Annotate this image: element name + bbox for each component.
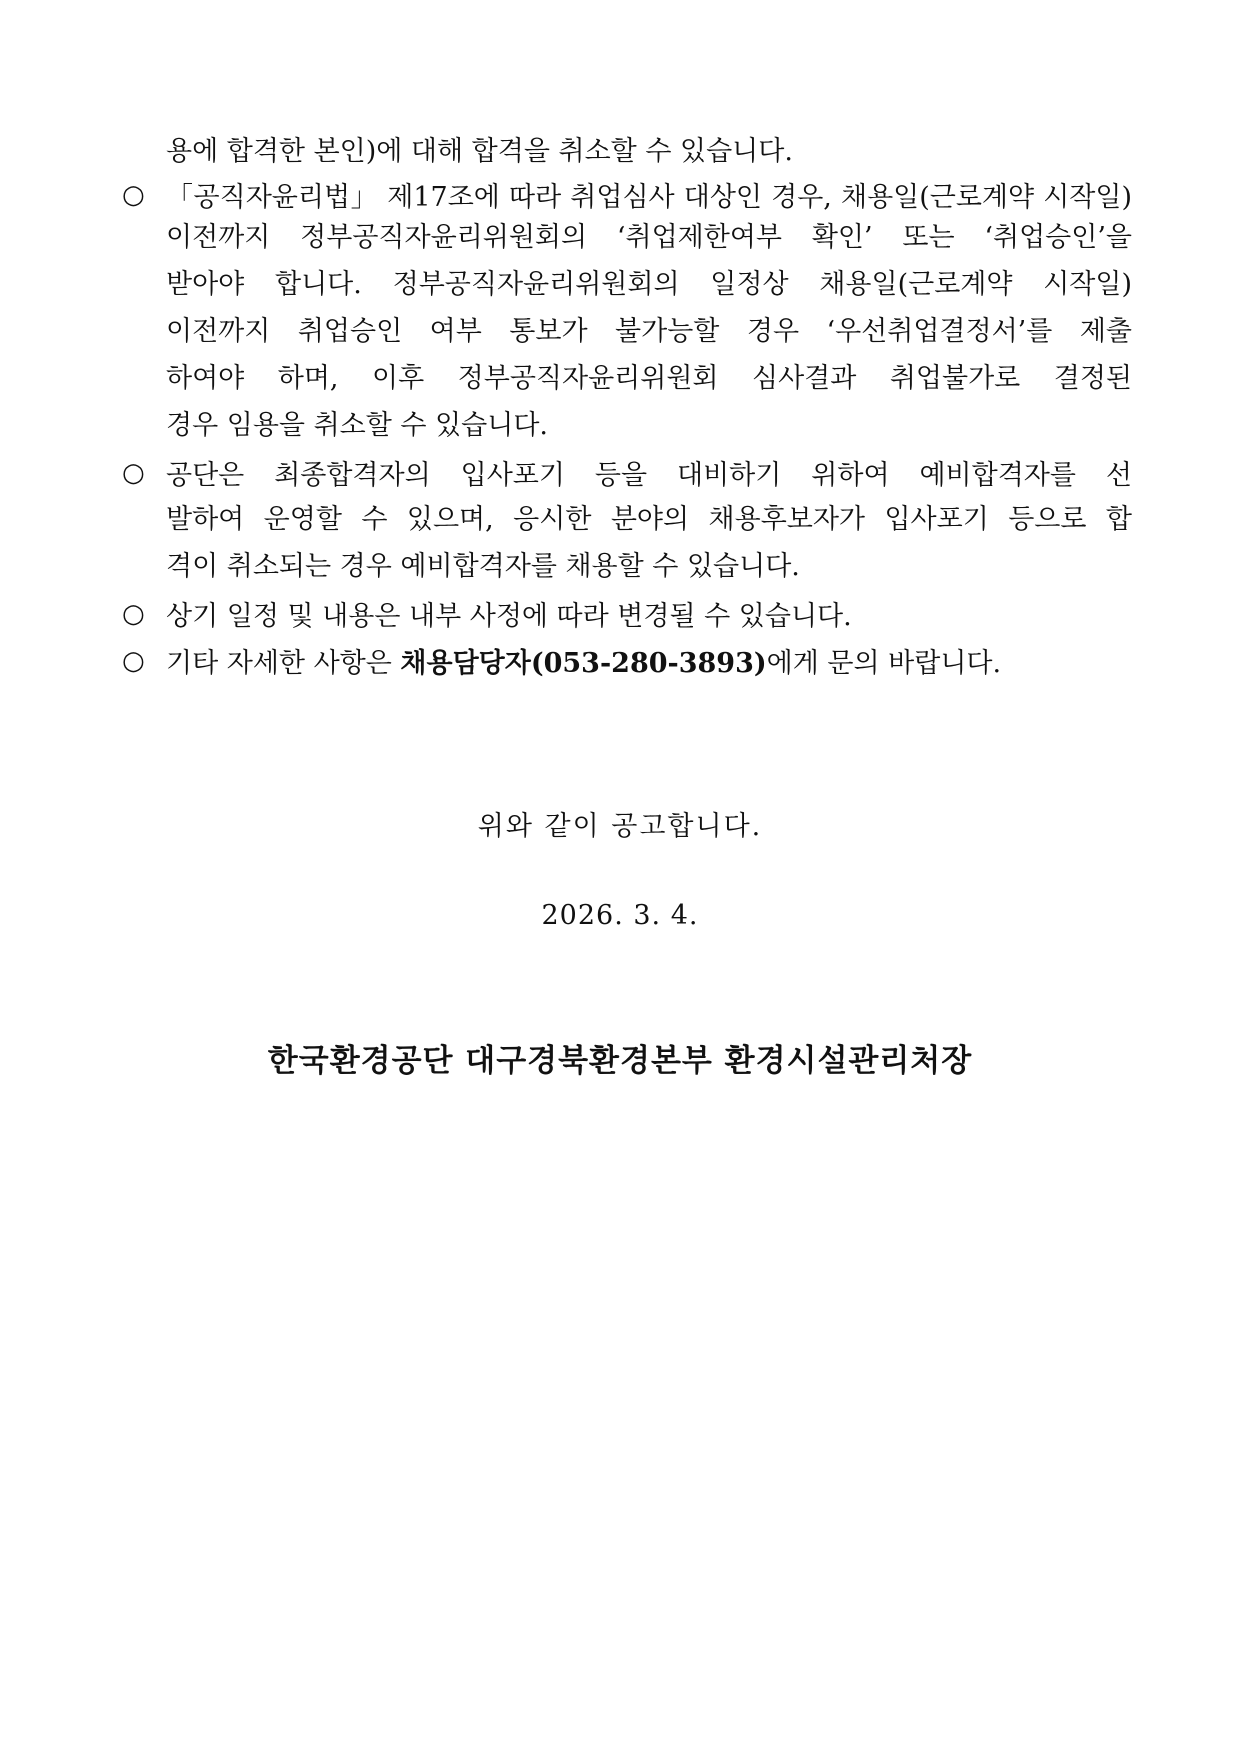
- continued-line: 용에 합격한 본인)에 대해 합격을 취소할 수 있습니다.: [166, 136, 793, 167]
- circle-bullet-icon: ○: [122, 179, 145, 210]
- issuer-signature: 한국환경공단 대구경북환경본부 환경시설관리처장: [267, 1043, 973, 1079]
- list-item: [122, 637, 1132, 684]
- list-item-text: 격이 취소되는 경우 예비합격자를 채용할 수 있습니다.: [166, 551, 800, 582]
- circle-bullet-icon: ○: [122, 598, 145, 629]
- closing-sentence: 위와 같이 공고합니다.: [477, 811, 763, 842]
- list-item: [122, 449, 1132, 496]
- notice-date: 2026. 3. 4.: [541, 900, 699, 931]
- contact-text: [166, 641, 1132, 680]
- list-item-text: 하여야 하며, 이후 정부공직자윤리위원회 심사결과 취업불가로 결정된: [166, 363, 1132, 394]
- list-item-text: 경우 임용을 취소할 수 있습니다.: [166, 410, 548, 441]
- list-item-text: 상기 일정 및 내용은 내부 사정에 따라 변경될 수 있습니다.: [166, 601, 852, 632]
- list-item-text: 발하여 운영할 수 있으며, 응시한 분야의 채용후보자가 입사포기 등으로 합: [166, 504, 1132, 535]
- contact-person: 채용담당자(053-280-3893): [400, 648, 767, 679]
- circle-bullet-icon: ○: [122, 645, 145, 676]
- contact-prefix: 기타 자세한 사항은: [166, 648, 401, 679]
- list-item-text: 받아야 합니다. 정부공직자윤리위원회의 일정상 채용일(근로계약 시작일): [166, 269, 1132, 300]
- notice-body: [122, 128, 1132, 684]
- list-item-text: 이전까지 정부공직자윤리위원회의 ‘취업제한여부 확인’ 또는 ‘취업승인’을: [166, 222, 1132, 253]
- list-item: [122, 175, 1132, 214]
- list-item-text: 이전까지 취업승인 여부 통보가 불가능할 경우 ‘우선취업결정서’를 제출: [166, 316, 1132, 347]
- contact-suffix: 에게 문의 바랍니다.: [766, 648, 1002, 679]
- list-item-text: 「공직자윤리법」 제17조에 따라 취업심사 대상인 경우, 채용일(근로계약 시작일): [166, 182, 1132, 213]
- list-item: [122, 590, 1132, 637]
- circle-bullet-icon: ○: [122, 457, 145, 488]
- list-item-text: 공단은 최종합격자의 입사포기 등을 대비하기 위하여 예비합격자를 선: [166, 460, 1132, 491]
